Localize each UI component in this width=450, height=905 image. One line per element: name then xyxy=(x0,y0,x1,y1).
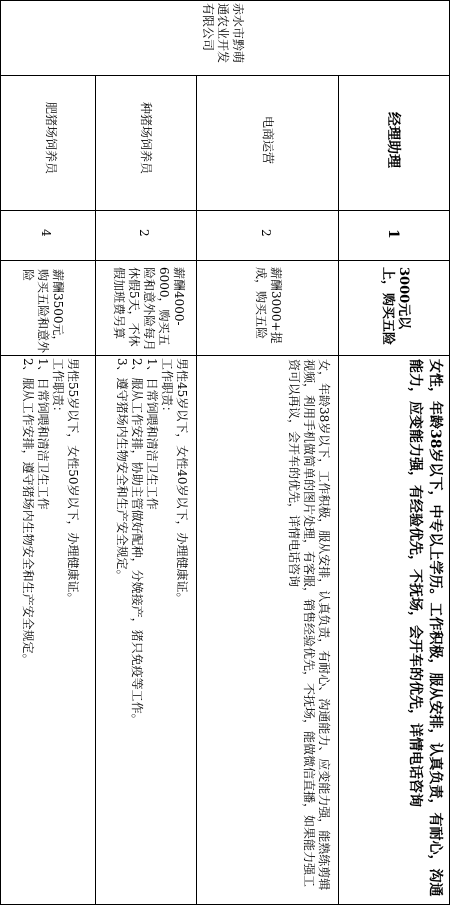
row-2-salary-cell xyxy=(197,261,338,355)
row-3-count-cell xyxy=(96,211,196,260)
row-4-salary: 薪酬3500元，购买五险和意外险 xyxy=(21,269,65,354)
row-4-count: 4 xyxy=(39,229,53,237)
row-2-position-cell xyxy=(197,76,338,210)
row-3-requirements: 男性45岁以下，女性40岁以下，办理健康证。 工作职责： 1、日常饲喂和清洁卫生工作 2、服从工作安排，协助主管做好配种，分娩接产，猪只免疫等工作。 3、遵守猪场内生物安全和生产安全规定。 xyxy=(115,358,189,726)
row-4-requirements-cell xyxy=(1,356,95,904)
row-1-requirements: 女性，年龄38岁以下，中专以上学历。工作积极，服从安排，认真负责，有耐心，沟通能力，应变能力强，有经验优先，不抚场，会开车的优先，详情电话咨询 xyxy=(406,359,443,897)
row-3-position: 种猪场饲养员 xyxy=(139,102,153,175)
row-3-salary: 薪酬4000-6000，购买五险和意外险每月休假5天，不休假加班费另算 xyxy=(112,267,186,352)
row-2-count: 2 xyxy=(259,229,273,237)
row-3-position-cell xyxy=(96,76,196,210)
row-1-position-cell xyxy=(339,76,449,210)
row-1-count-cell xyxy=(339,211,449,260)
row-1-count: 1 xyxy=(385,229,401,239)
row-1-requirements-cell xyxy=(339,356,449,904)
row-3-requirements-cell xyxy=(96,356,196,904)
row-1-salary: 3000元以上，购买五险 xyxy=(379,267,411,346)
row-2-requirements-cell xyxy=(197,356,338,904)
row-4-requirements: 男性55岁以下，女性50岁以下，办理健康证。 工作职责： 1、日常饲喂和清洁卫生工作 2、服从工作安排，遵守猪场内生物安全和生产安全规定。 xyxy=(21,358,80,666)
row-2-salary: 薪酬3000+提成，购买五险 xyxy=(254,267,283,344)
row-3-count: 2 xyxy=(137,229,151,237)
row-4-salary-cell xyxy=(1,261,95,355)
row-3-salary-cell xyxy=(96,261,196,355)
row-1-salary-cell xyxy=(339,261,449,355)
company-cell xyxy=(1,1,449,75)
row-2-count-cell xyxy=(197,211,338,260)
row-4-count-cell xyxy=(1,211,95,260)
row-4-position: 肥猪场饲养员 xyxy=(44,102,58,175)
row-2-requirements: 女，年龄38岁以下，工作积极，服从安排，认真负责，有耐心、沟通能力、应变能力强，能熟练剪辑视频，利用手机做简单的图片处理，有客服，销售经验优先，不抚场，能做微信直播，如果能力强工资可以再议，会开车的优先，详情电话咨询 xyxy=(287,359,331,891)
row-1-position: 经理助理 xyxy=(385,112,401,168)
company-name: 赤水市黔萌通农业开发有限公司 xyxy=(201,3,245,64)
row-2-position: 电商运营 xyxy=(261,116,275,165)
row-4-position-cell xyxy=(1,76,95,210)
